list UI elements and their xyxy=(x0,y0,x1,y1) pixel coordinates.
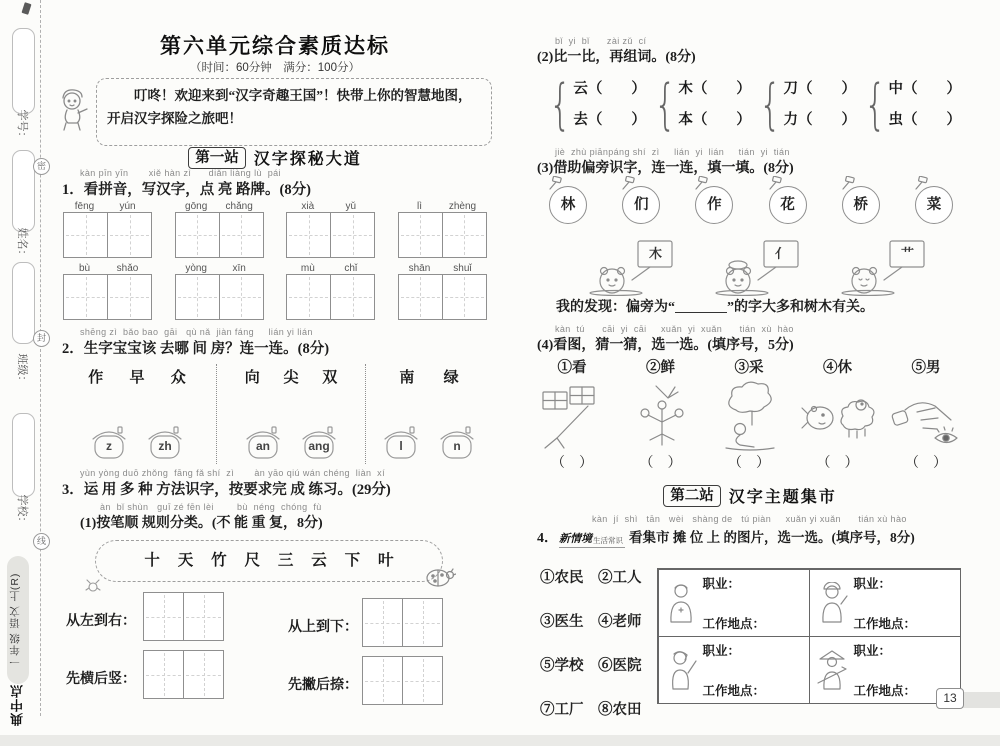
pinyin-label: bù xyxy=(78,263,91,274)
hammer-icon xyxy=(840,176,856,190)
pair-char: 中 xyxy=(888,81,903,97)
brace: { xyxy=(549,73,572,136)
intro-line2: 开启汉字探险之旅吧！ xyxy=(107,111,242,126)
q3s1-pinyin: àn bǐ shùn guī zé fēn lèi bù néng chóng fù xyxy=(100,502,322,512)
worker-icon xyxy=(816,582,848,624)
q3s4-answer-row xyxy=(533,452,965,472)
q1-pinyin: kàn pīn yīn xiě hàn zì diǎn liàng lù pái xyxy=(80,168,281,178)
writing-cell xyxy=(330,212,375,258)
q4-option-row: ①农民 ②工人 xyxy=(540,570,642,586)
animal-with-sign xyxy=(830,238,936,296)
pinyin-label: yòng xyxy=(185,263,207,274)
q3s1-cat2-grid xyxy=(362,598,443,647)
q3s1-cat1-grid xyxy=(143,592,224,641)
radical-sign-text: 亻 xyxy=(774,246,788,261)
writing-cell xyxy=(219,212,264,258)
q4-option-row: ③医生 ④老师 xyxy=(540,614,642,630)
q3s3-pinyin: jiè zhù piānpáng shí zì lián yi lián tián yi tián xyxy=(555,147,790,157)
q2-char: 早 xyxy=(129,370,145,386)
balloon-char: 桥 xyxy=(853,197,868,213)
house-letter: z xyxy=(106,439,112,453)
q2-group-1 xyxy=(62,364,212,464)
q1-item xyxy=(63,201,152,258)
divider xyxy=(216,364,217,464)
q1-item xyxy=(175,263,264,320)
writing-cell xyxy=(398,274,443,320)
brace: { xyxy=(759,73,782,136)
station1-name: 汉字探秘大道 xyxy=(253,151,362,168)
teacher-icon xyxy=(665,649,697,691)
pinyin-label: chǐ xyxy=(344,263,358,274)
q3s2-pinyin: bǐ yi bǐ zài zǔ cí xyxy=(555,36,647,46)
class-box xyxy=(12,262,35,344)
writing-cell xyxy=(398,212,443,258)
new-context-badge xyxy=(559,530,625,548)
writing-cell xyxy=(175,212,220,258)
balloon-icon xyxy=(695,186,733,224)
q3s1-cat4-label: 先撇后捺： xyxy=(288,678,358,693)
balloon-icon xyxy=(769,186,807,224)
option-label: ①看 xyxy=(557,360,587,376)
answer-paren: （ ） xyxy=(797,81,856,97)
school-box xyxy=(12,413,35,497)
q1-stem: 1．看拼音，写汉字，点 亮 路牌。(8分) xyxy=(62,182,311,198)
picto-hand-picking-icon xyxy=(622,378,700,452)
q3s3-discovery xyxy=(556,296,874,316)
word-pair-group xyxy=(648,74,751,136)
q3-pinyin: yùn yòng duō zhǒng fāng fǎ shí zì àn yāo qiú wán chéng liàn xí xyxy=(80,468,385,478)
class-label: 班级： xyxy=(16,353,28,387)
word-pair-group xyxy=(543,74,646,136)
writing-cell xyxy=(219,274,264,320)
seal-char-feng: 封 xyxy=(33,330,50,347)
place-label: 工作地点： xyxy=(702,683,766,698)
balloon-icon xyxy=(915,186,953,224)
discovery-text-2: ”的字大多和树木有关。 xyxy=(727,300,874,315)
q1-item xyxy=(286,263,375,320)
writing-cell xyxy=(143,650,184,699)
seal-char-mi: 密 xyxy=(33,158,50,175)
pair-char: 刀 xyxy=(783,81,798,97)
q1-item xyxy=(63,263,152,320)
q2-char: 作 xyxy=(88,370,104,386)
house-letter: l xyxy=(399,439,403,453)
station2-badge: 第二站 xyxy=(663,485,721,507)
station2-name: 汉字主题集市 xyxy=(728,489,837,506)
picto-hand-over-eye-icon xyxy=(887,378,965,452)
station1-badge: 第一站 xyxy=(188,147,246,169)
house-letter: n xyxy=(453,439,461,453)
answer-paren: （ ） xyxy=(905,456,947,471)
radical-sign-text: 木 xyxy=(648,246,662,261)
q4-option-row: ⑦工厂 ⑧农田 xyxy=(540,702,642,718)
house-icon xyxy=(298,423,340,461)
q4-option-list xyxy=(540,566,642,742)
brand-logo: 典中点 xyxy=(10,684,25,726)
q2-stem: 2．生字宝宝该 去哪 间 房？连一连。(8分) xyxy=(62,341,330,357)
intro-line1: 叮咚！欢迎来到“汉字奇趣王国”！快带上你的智慧地图， xyxy=(134,88,472,103)
house-icon xyxy=(242,423,284,461)
answer-paren: （ ） xyxy=(692,81,751,97)
q3s2-word-pairs xyxy=(543,74,961,136)
pinyin-label: shuǐ xyxy=(453,263,472,274)
balloon-icon xyxy=(549,186,587,224)
q2-char: 南 xyxy=(399,370,415,386)
pinyin-label: shǎo xyxy=(116,263,139,274)
animal-with-sign xyxy=(704,238,810,296)
writing-cell xyxy=(183,650,224,699)
q1-item xyxy=(398,263,487,320)
q3s1-cat3-label: 先横后竖： xyxy=(66,672,136,687)
pinyin-label: mù xyxy=(300,263,315,274)
pinyin-label: yún xyxy=(119,201,136,212)
job-cell-worker xyxy=(809,569,961,637)
q2-group-2 xyxy=(221,364,361,464)
q3-stem: 3．运 用 多 种 方法识字，按要求完 成 练习。(29分) xyxy=(62,482,391,498)
pinyin-label: shān xyxy=(408,263,431,274)
writing-cell xyxy=(175,274,220,320)
writing-cell xyxy=(143,592,184,641)
answer-paren: （ ） xyxy=(551,456,593,471)
writing-cell xyxy=(330,274,375,320)
job-label: 职业： xyxy=(853,643,892,658)
balloon-char: 林 xyxy=(560,197,576,213)
q3s3-stem: (3)借助偏旁识字，连一连，填一填。(8分) xyxy=(537,161,794,176)
character-banner xyxy=(95,540,443,582)
writing-cell xyxy=(362,656,403,705)
q3s1-cat1-label: 从左到右： xyxy=(66,614,136,629)
mascot-boy-icon xyxy=(56,86,92,134)
fill-blank xyxy=(675,298,727,313)
answer-paren: （ ） xyxy=(692,112,751,128)
house-icon xyxy=(436,423,478,461)
option-label: ②鲜 xyxy=(646,360,675,376)
balloon-char: 作 xyxy=(707,197,722,213)
pinyin-label: xīn xyxy=(232,263,246,274)
student-id-label: 学号： xyxy=(16,109,28,143)
answer-paren: （ ） xyxy=(639,456,682,471)
q2-char: 向 xyxy=(244,370,260,386)
hammer-icon xyxy=(547,176,563,190)
answer-paren: （ ） xyxy=(816,456,859,471)
q1-grid-row1 xyxy=(63,201,487,258)
pinyin-label: yǔ xyxy=(345,201,357,212)
balloon-icon xyxy=(622,186,660,224)
writing-cell xyxy=(442,274,487,320)
q1-item xyxy=(398,201,487,258)
q4-option-row: ⑤学校 ⑥医院 xyxy=(540,658,642,674)
option-label: ④休 xyxy=(823,360,852,376)
radical-sign-text: 艹 xyxy=(900,246,914,261)
page-number: 13 xyxy=(936,688,964,709)
q3s2-stem: (2)比一比，再组词。(8分) xyxy=(537,50,696,65)
writing-cell xyxy=(402,598,443,647)
hammer-icon xyxy=(767,176,783,190)
q2-char: 尖 xyxy=(283,370,299,386)
writing-cell xyxy=(107,274,152,320)
station1-header xyxy=(60,146,490,169)
badge-sub-text: 生活常识 xyxy=(593,536,623,545)
q4-pinyin: kàn jí shì tān wèi shàng de tú piàn xuǎn yi xuǎn tián xù hào xyxy=(592,514,907,524)
radical-sign-animals xyxy=(578,238,936,296)
time-score-meta: （时间：60分钟 满分：100分） xyxy=(190,62,360,74)
badge-main-text: 新情境 xyxy=(559,533,592,545)
picto-person-under-tree-icon xyxy=(710,378,788,452)
name-box xyxy=(12,150,35,232)
q3s1-cat2-label: 从上到下： xyxy=(288,620,358,635)
page-title: 第六单元综合素质达标 xyxy=(160,35,390,58)
writing-cell xyxy=(63,274,108,320)
pair-char: 云 xyxy=(573,81,588,97)
place-label: 工作地点： xyxy=(853,683,917,698)
seal-char-xian: 线 xyxy=(33,533,50,550)
writing-cell xyxy=(107,212,152,258)
farmer-icon xyxy=(816,649,848,691)
seal-dashed-line xyxy=(40,0,41,716)
q3s1-cat4-grid xyxy=(362,656,443,705)
q1-item xyxy=(175,201,264,258)
balloon-char: 菜 xyxy=(926,197,942,213)
q3s1-cat3-grid xyxy=(143,650,224,699)
q2-char: 绿 xyxy=(443,370,459,386)
pinyin-label: fēng xyxy=(74,201,95,212)
hammer-icon xyxy=(913,176,929,190)
q4-stem: 看集市 摊 位 上 的图片，选一选。(填序号，8分) xyxy=(629,530,915,545)
option-label: ⑤男 xyxy=(911,360,941,376)
writing-cell xyxy=(362,598,403,647)
job-cell-doctor xyxy=(658,569,810,637)
answer-paren: （ ） xyxy=(587,112,646,128)
hammer-icon xyxy=(693,176,709,190)
pinyin-label: chǎng xyxy=(225,201,253,212)
q2-matching xyxy=(62,364,488,464)
balloon-char: 们 xyxy=(633,197,649,213)
q3s4-pinyin: kàn tú cāi yi cāi xuǎn yi xuǎn tián xù hào xyxy=(555,324,794,334)
balloon-char: 花 xyxy=(780,197,795,213)
pinyin-label: zhèng xyxy=(448,201,477,212)
brace: { xyxy=(864,73,887,136)
writing-cell xyxy=(63,212,108,258)
q2-group-3 xyxy=(370,364,488,464)
job-label: 职业： xyxy=(702,643,741,658)
pair-char: 虫 xyxy=(888,112,903,128)
writing-cell xyxy=(286,274,331,320)
intro-speech-box xyxy=(96,78,492,146)
answer-paren: （ ） xyxy=(728,456,770,471)
answer-paren: （ ） xyxy=(903,112,961,128)
q1-item xyxy=(286,201,375,258)
q2-char: 双 xyxy=(322,370,338,386)
name-label: 姓名： xyxy=(16,227,28,261)
house-letter: ang xyxy=(308,439,330,453)
house-icon xyxy=(88,423,130,461)
corner-mark-icon xyxy=(21,2,31,15)
discovery-text-1: 我的发现：偏旁为“ xyxy=(556,300,675,315)
scan-bottom-edge xyxy=(0,735,1000,746)
writing-cell xyxy=(286,212,331,258)
q3s4-options xyxy=(533,356,965,377)
house-letter: an xyxy=(255,439,270,453)
ladybug-icon xyxy=(424,563,456,589)
hammer-icon xyxy=(620,176,636,190)
pair-char: 力 xyxy=(783,112,798,128)
q1-grid-row2 xyxy=(63,263,487,320)
pinyin-label: xià xyxy=(301,201,315,212)
answer-paren: （ ） xyxy=(797,112,856,128)
writing-cell xyxy=(402,656,443,705)
job-label: 职业： xyxy=(702,576,741,591)
brace: { xyxy=(654,73,677,136)
q4-number: 4． xyxy=(537,531,558,546)
house-icon xyxy=(380,423,422,461)
pair-char: 本 xyxy=(678,112,693,128)
writing-cell xyxy=(183,592,224,641)
job-cell-teacher xyxy=(658,636,810,704)
pair-char: 去 xyxy=(573,112,588,128)
spine-grade-label: 一年级 语文 上(R) xyxy=(9,572,21,668)
q4-stem-line xyxy=(537,526,915,548)
picto-fish-and-sheep-icon xyxy=(799,378,877,452)
answer-paren: （ ） xyxy=(903,81,961,97)
word-pair-group xyxy=(753,74,856,136)
q3s1-stem: (1)按笔顺 规则分类。(不 能 重 复，8分) xyxy=(80,516,323,531)
q2-pinyin: shēng zì bǎo bao gāi qù nǎ jiàn fáng lián yi lián xyxy=(80,327,313,337)
student-id-box xyxy=(12,28,35,114)
house-letter: zh xyxy=(158,439,172,453)
writing-cell xyxy=(442,212,487,258)
q2-char: 众 xyxy=(170,370,186,386)
balloon-icon xyxy=(842,186,880,224)
job-label: 职业： xyxy=(853,576,892,591)
animal-with-sign xyxy=(578,238,684,296)
pair-char: 木 xyxy=(678,81,693,97)
pinyin-label: gōng xyxy=(185,201,208,212)
q3s4-stem: (4)看图，猜一猜，选一选。(填序号，5分) xyxy=(537,338,794,353)
place-label: 工作地点： xyxy=(853,616,917,631)
school-label: 学校： xyxy=(16,494,28,528)
balloon-characters xyxy=(549,186,953,224)
place-label: 工作地点： xyxy=(702,616,766,631)
pinyin-label: lì xyxy=(416,201,422,212)
station2-header xyxy=(530,484,970,507)
small-bug-icon xyxy=(84,579,102,593)
pictograph-row xyxy=(533,378,965,452)
jobs-table xyxy=(657,568,961,704)
doctor-icon xyxy=(665,582,697,624)
option-label: ③采 xyxy=(734,360,764,376)
house-icon xyxy=(144,423,186,461)
answer-paren: （ ） xyxy=(587,81,646,97)
banner-chars: 十 天 竹 尺 三 云 下 叶 xyxy=(144,552,394,569)
picto-field-plow-icon xyxy=(533,378,611,452)
divider xyxy=(365,364,366,464)
word-pair-group xyxy=(858,74,961,136)
